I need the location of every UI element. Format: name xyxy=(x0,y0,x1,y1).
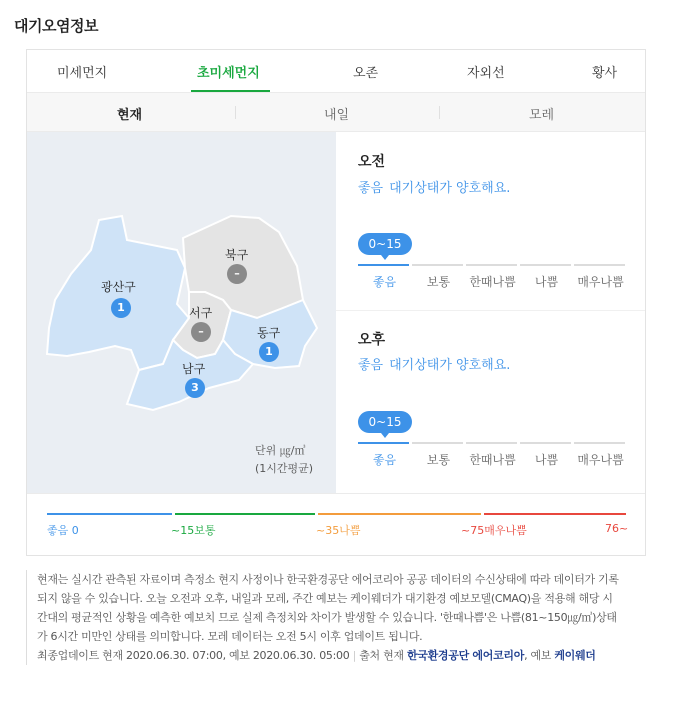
notice-source-prefix: 출처 현재 xyxy=(359,649,404,662)
scale-segment xyxy=(520,264,571,266)
forecast-pm-range-bubble: 0~15 xyxy=(358,411,412,433)
forecast-pm-period: 오후 xyxy=(358,332,386,348)
district-map xyxy=(27,132,336,493)
legend-label-very-bad: ~75매우나쁨 xyxy=(461,524,527,537)
tab-fine-dust[interactable]: 미세먼지 xyxy=(57,66,108,81)
pollutant-tabs xyxy=(27,50,645,93)
scale-label-very-bad: 매우나쁨 xyxy=(577,275,624,289)
forecast-am-status xyxy=(358,177,510,196)
forecast-divider xyxy=(336,310,645,311)
legend-bar-good xyxy=(47,513,172,515)
forecast-am-period: 오전 xyxy=(358,154,386,170)
notice-forecast-prefix: , 예보 xyxy=(524,649,552,662)
scale-label-normal: 보통 xyxy=(426,275,451,289)
district-value-nam: 3 xyxy=(185,378,205,398)
data-notice xyxy=(26,570,622,665)
legend-label-normal: ~15보통 xyxy=(171,524,216,537)
tab-ozone[interactable]: 오존 xyxy=(353,66,379,81)
scale-label-good: 좋음 xyxy=(372,275,397,289)
tab-ultrafine-dust[interactable]: 초미세먼지 xyxy=(197,66,260,81)
forecast-am-grade: 좋음 xyxy=(358,181,384,196)
district-value-buk: – xyxy=(227,264,247,284)
unit-period: (1시간평균) xyxy=(255,462,314,475)
district-label-seo: 서구 xyxy=(189,306,213,320)
scale-segment xyxy=(466,264,517,266)
scale-label-occasional-bad: 한때나쁨 xyxy=(469,275,516,289)
subtab-tomorrow[interactable]: 내일 xyxy=(324,108,350,123)
concentration-legend xyxy=(27,493,645,555)
scale-label-bad: 나쁨 xyxy=(534,275,559,289)
district-map-shapes xyxy=(27,132,336,493)
air-quality-card xyxy=(26,49,646,556)
scale-label-very-bad: 매우나쁨 xyxy=(577,453,624,467)
scale-segment xyxy=(520,442,571,444)
forecast-am-message: 대기상태가 양호해요. xyxy=(389,181,511,196)
district-value-gwangsan: 1 xyxy=(111,298,131,318)
legend-label-bad: ~35나쁨 xyxy=(316,524,361,537)
subtab-day-after[interactable]: 모레 xyxy=(529,108,555,123)
district-label-gwangsan: 광산구 xyxy=(101,280,136,294)
district-value-seo: – xyxy=(191,322,211,342)
subtab-now[interactable]: 현재 xyxy=(117,108,143,123)
unit-label: 단위 ㎍/㎥ xyxy=(255,444,306,457)
legend-bar-normal xyxy=(175,513,315,515)
forecast-am-scale xyxy=(358,264,625,266)
scale-label-bad: 나쁨 xyxy=(534,453,559,467)
scale-segment xyxy=(412,264,463,266)
subtab-divider xyxy=(235,106,236,119)
unit-note xyxy=(255,442,313,478)
forecast-pm-message: 대기상태가 양호해요. xyxy=(389,358,511,373)
scale-label-occasional-bad: 한때나쁨 xyxy=(469,453,516,467)
scale-label-good: 좋음 xyxy=(372,453,397,467)
district-label-nam: 남구 xyxy=(182,362,206,376)
legend-bar-bad xyxy=(318,513,481,515)
scale-segment xyxy=(574,264,625,266)
footer-separator: | xyxy=(352,649,357,662)
active-tab-indicator xyxy=(191,90,270,92)
notice-footer xyxy=(37,646,622,665)
scale-segment xyxy=(358,264,409,266)
forecast-pm-scale xyxy=(358,442,625,444)
time-subtabs xyxy=(27,93,645,132)
scale-segment xyxy=(466,442,517,444)
notice-update-time: 최종업데이트 현재 2020.06.30. 07:00, 예보 2020.06.30. 05:00 xyxy=(37,649,350,662)
legend-bar-very-bad xyxy=(484,513,626,515)
source-kweather-link[interactable]: 케이웨더 xyxy=(554,649,596,662)
forecast-pm-status xyxy=(358,354,510,373)
forecast-pm-grade: 좋음 xyxy=(358,358,384,373)
scale-label-normal: 보통 xyxy=(426,453,451,467)
subtab-divider xyxy=(439,106,440,119)
source-airkorea-link[interactable]: 한국환경공단 에어코리아 xyxy=(406,649,525,662)
forecast-panel xyxy=(336,132,645,493)
scale-segment xyxy=(574,442,625,444)
tab-yellow-dust[interactable]: 황사 xyxy=(592,66,618,81)
scale-segment xyxy=(412,442,463,444)
scale-segment xyxy=(358,442,409,444)
tab-uv[interactable]: 자외선 xyxy=(467,66,505,81)
legend-label-good: 좋음 0 xyxy=(47,524,79,537)
notice-body: 현재는 실시간 관측된 자료이며 측정소 현지 사정이나 한국환경공단 에어코리아 공공 데이터의 수신상태에 따라 데이터가 기록되지 않을 수 있습니다. 오늘 오전과 오후, 내일과 모레, 주간 예보는 케이웨더가 대기환경 예보모델(CMAQ)을 적용해 해당 시간대의 평균적인 상황을 예측한 예보치 므로 실제 측정치와 차이가 발생할 수 있습니다. '한때나쁨'은 나쁨(81~150㎍/㎥)상태가 6시간 미만인 상태를 의미합니다. 모레 데이터는 오전 5시 이후 업데이트 됩니다. xyxy=(37,573,619,643)
page-title: 대기오염정보 xyxy=(14,17,98,35)
forecast-am-range-bubble: 0~15 xyxy=(358,233,412,255)
legend-label-max: 76~ xyxy=(605,522,629,535)
district-label-dong: 동구 xyxy=(257,326,281,340)
district-label-buk: 북구 xyxy=(225,248,249,262)
district-value-dong: 1 xyxy=(259,342,279,362)
